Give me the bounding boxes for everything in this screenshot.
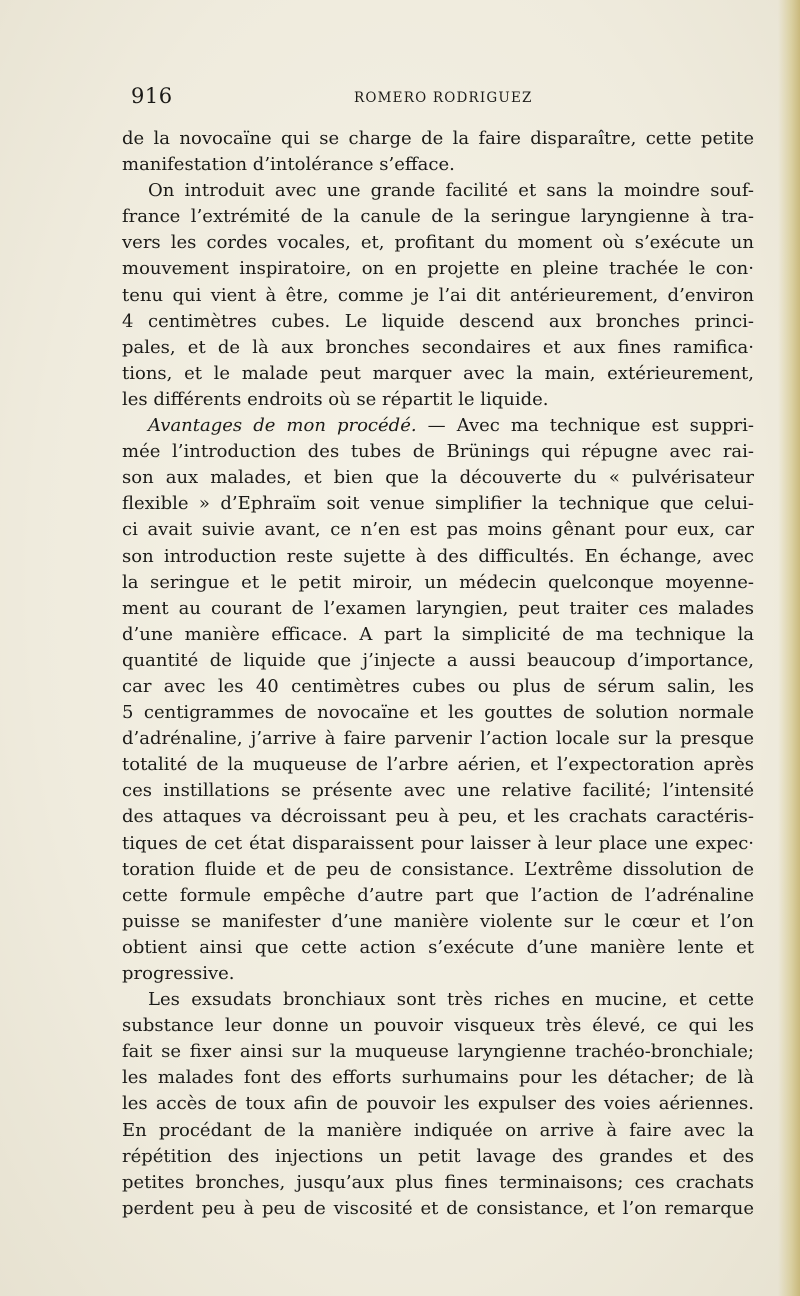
text-line: vers les cordes vocales, et, profitant du moment où s’exécute un xyxy=(122,232,754,254)
text-line: substance leur donne un pouvoir visqueux très élevé, ce qui les xyxy=(122,1015,754,1037)
text-line: toration fluide et de peu de consistance. L’extrême dissolution de xyxy=(122,858,754,880)
text-line: pales, et de là aux bronches secondaires et aux fines ramifica· xyxy=(122,336,754,358)
text-line: les accès de toux afin de pouvoir les expulser des voies aériennes. xyxy=(122,1093,754,1115)
text-line: les malades font des efforts surhumains pour les détacher; de là xyxy=(122,1067,754,1089)
text-line: des attaques va décroissant peu à peu, et les crachats caractéris- xyxy=(122,806,754,828)
section-heading-dash: — xyxy=(416,415,457,437)
text-line: tions, et le malade peut marquer avec la main, extérieurement, xyxy=(122,362,754,384)
text-line: son introduction reste sujette à des difficultés. En échange, avec xyxy=(122,545,754,567)
text-line: flexible » d’Ephraïm soit venue simplifier la technique que celui- xyxy=(122,493,754,515)
text-line: obtient ainsi que cette action s’exécute d’une manière lente et xyxy=(122,936,754,958)
text-line: car avec les 40 centimètres cubes ou plus de sérum salin, les xyxy=(122,675,754,697)
text-line: En procédant de la manière indiquée on arrive à faire avec la xyxy=(122,1119,754,1141)
text-line: quantité de liquide que j’injecte a aussi beaucoup d’importance, xyxy=(122,649,754,671)
text-line: fait se fixer ainsi sur la muqueuse laryngienne trachéo-bronchiale; xyxy=(122,1041,754,1063)
text-line: son aux malades, et bien que la découverte du « pulvérisateur xyxy=(122,467,754,489)
text-line: les différents endroits où se répartit le liquide. xyxy=(122,388,549,410)
text-line: manifestation d’intolérance s’efface. xyxy=(122,154,455,176)
text-line: la seringue et le petit miroir, un médecin quelconque moyenne- xyxy=(122,571,754,593)
text-line: cette formule empêche d’autre part que l’action de l’adrénaline xyxy=(122,884,754,906)
text-line: puisse se manifester d’une manière violente sur le cœur et l’on xyxy=(122,910,754,932)
text-line: perdent peu à peu de viscosité et de consistance, et l’on remarque xyxy=(122,1197,754,1219)
text-line: d’adrénaline, j’arrive à faire parvenir l’action locale sur la presque xyxy=(122,728,754,750)
text-line: france l’extrémité de la canule de la seringue laryngienne à tra- xyxy=(122,206,754,228)
page-number: 916 xyxy=(131,84,173,108)
text-line: petites bronches, jusqu’aux plus fines terminaisons; ces crachats xyxy=(122,1171,754,1193)
text-line: tiques de cet état disparaissent pour laisser à leur place une expec· xyxy=(122,832,754,854)
text-line: 4 centimètres cubes. Le liquide descend aux bronches princi- xyxy=(122,310,754,332)
text-line: tenu qui vient à être, comme je l’ai dit antérieurement, d’environ xyxy=(122,284,754,306)
section-heading: Avantages de mon procédé. xyxy=(148,415,417,437)
text-line: Les exsudats bronchiaux sont très riches en mucine, et cette xyxy=(148,989,754,1011)
text-line: ci avait suivie avant, ce n’en est pas moins gênant pour eux, car xyxy=(122,519,754,541)
page-edge-shadow xyxy=(778,0,800,1296)
text-line: On introduit avec une grande facilité et sans la moindre souf- xyxy=(148,180,754,202)
text-line: totalité de la muqueuse de l’arbre aérien, et l’expectoration après xyxy=(122,754,754,776)
text-line: répétition des injections un petit lavage des grandes et des xyxy=(122,1145,754,1167)
section-heading-text: Avec ma technique est suppri- xyxy=(456,415,754,437)
text-line: 5 centigrammes de novocaïne et les gouttes de solution normale xyxy=(122,702,754,724)
running-head: ROMERO RODRIGUEZ xyxy=(354,90,533,106)
text-line: ment au courant de l’examen laryngien, peut traiter ces malades xyxy=(122,597,754,619)
text-line: mée l’introduction des tubes de Brünings qui répugne avec rai- xyxy=(122,441,754,463)
text-line: d’une manière efficace. A part la simplicité de ma technique la xyxy=(122,623,754,645)
page-header xyxy=(131,84,754,110)
body-text xyxy=(122,126,754,1222)
text-line: progressive. xyxy=(122,963,235,984)
section-heading-line xyxy=(122,413,754,439)
text-line: ces instillations se présente avec une relative facilité; l’intensité xyxy=(122,780,754,802)
text-line: mouvement inspiratoire, on en projette en pleine trachée le con· xyxy=(122,258,754,280)
text-line: de la novocaïne qui se charge de la faire disparaître, cette petite xyxy=(122,128,754,149)
